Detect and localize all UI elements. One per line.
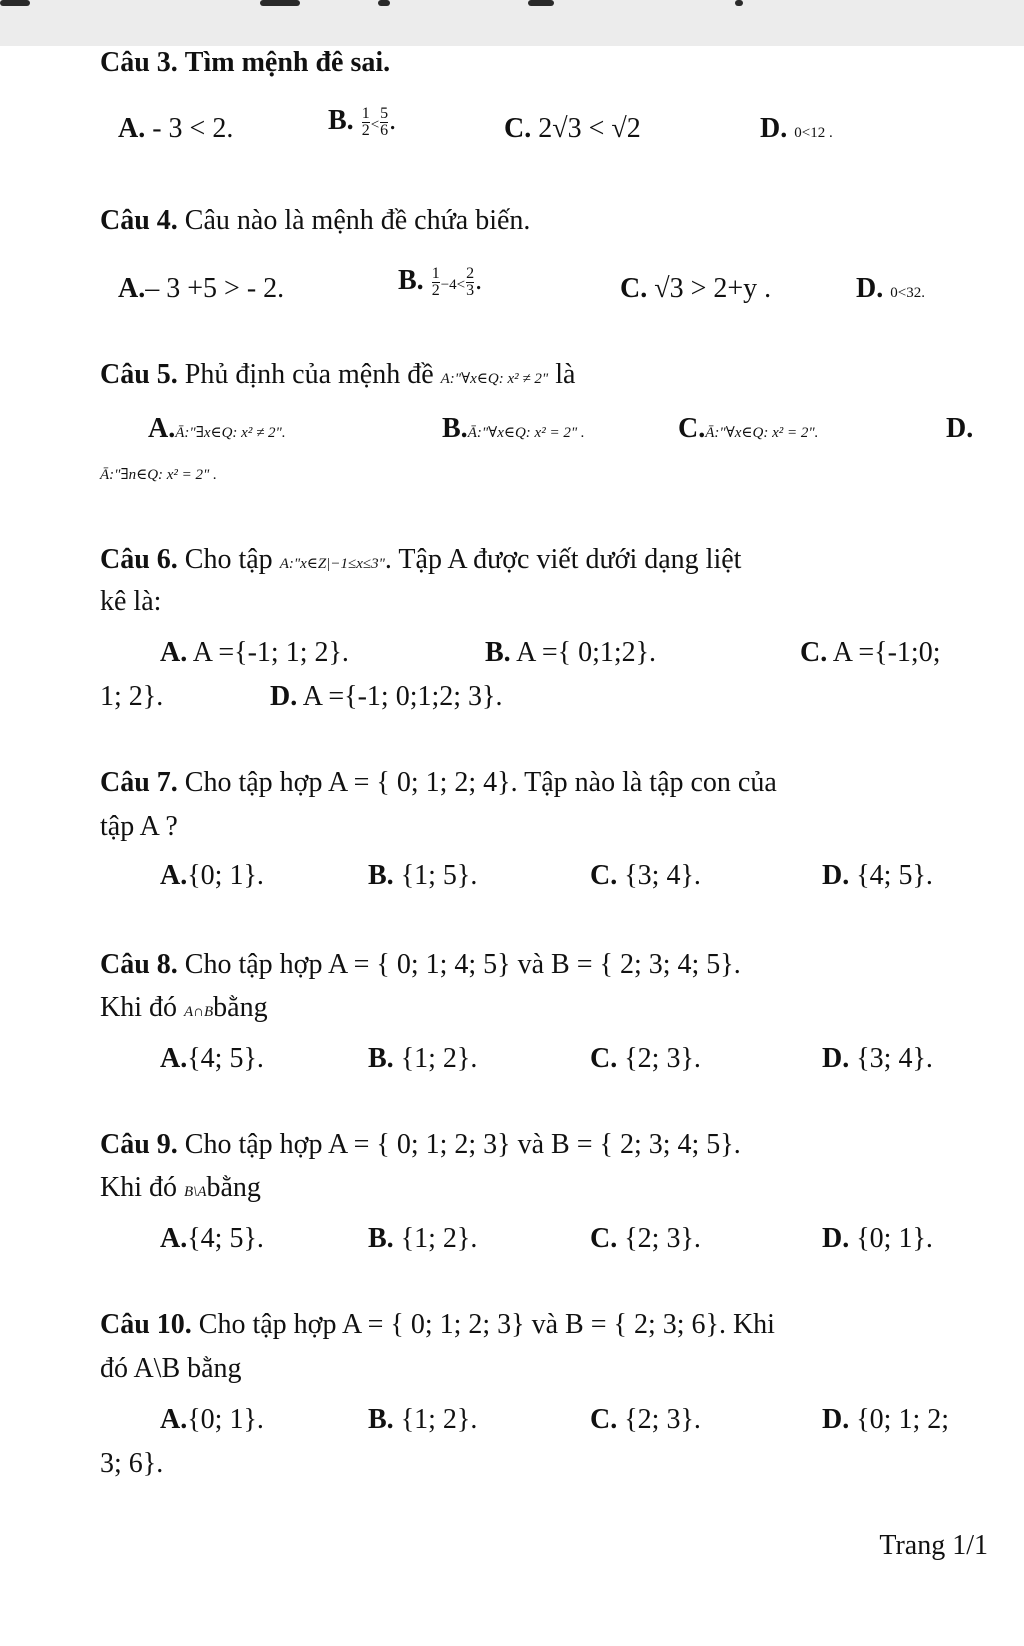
option-label: C. — [590, 1223, 618, 1254]
option-text: – 3 +5 > - 2. — [145, 273, 285, 304]
option-text: {2; 3}. — [624, 1223, 701, 1254]
option-label: C. — [620, 273, 648, 304]
question-5 — [100, 358, 575, 396]
option-d — [822, 1042, 933, 1076]
option-text: {4; 5}. — [187, 1043, 264, 1074]
set-expression: A∩B — [184, 1004, 214, 1020]
option-label: B. — [398, 265, 424, 296]
option-d — [946, 412, 973, 446]
option-a — [160, 1403, 264, 1437]
question-10 — [100, 1308, 775, 1342]
option-text: {2; 3}. — [624, 1404, 701, 1435]
option-label: A. — [160, 860, 188, 891]
option-label: A. — [160, 1404, 188, 1435]
question-text: đó A\B bằng — [100, 1353, 242, 1384]
question-title: Câu 7. — [100, 767, 178, 798]
fraction: $\frac{1}{2}$ — [361, 105, 370, 140]
option-c — [590, 1222, 701, 1256]
option-c — [620, 272, 771, 306]
option-c — [590, 859, 701, 893]
option-label: C. — [590, 860, 618, 891]
option-label: D. — [270, 681, 298, 712]
option-label: B. — [485, 637, 511, 668]
option-d — [760, 112, 833, 150]
option-label: D. — [760, 113, 788, 144]
option-label: C. — [800, 637, 828, 668]
option-c — [590, 1403, 701, 1437]
question-9-line2 — [100, 1171, 261, 1209]
option-text: {1; 5}. — [400, 860, 478, 891]
option-label: C. — [678, 413, 706, 444]
option-text: √3 > 2+y . — [654, 273, 772, 304]
question-text: tập A ? — [100, 811, 178, 842]
set-expression: B\A — [184, 1184, 207, 1200]
option-d — [822, 1222, 933, 1256]
option-text: A ={-1; 0;1;2; 3}. — [302, 681, 503, 712]
option-label: C. — [504, 113, 532, 144]
option-a — [160, 1222, 264, 1256]
fraction: $\frac{2}{3}$ — [466, 265, 475, 300]
question-text-end: bằng — [213, 992, 268, 1023]
option-b — [485, 636, 656, 670]
question-title: Câu 10. — [100, 1309, 192, 1340]
option-text: - 3 < 2. — [152, 113, 234, 144]
question-title: Câu 3. — [100, 47, 178, 78]
option-text: A ={-1; 1; 2}. — [192, 637, 349, 668]
option-label: D. — [856, 273, 884, 304]
option-d — [822, 859, 933, 893]
option-text: 2√3 < √2 — [538, 113, 641, 144]
option-b: B. $\frac{1}{2}$ −4< $\frac{2}{3}$ . — [398, 265, 483, 300]
page-number: Trang 1/1 — [879, 1530, 988, 1561]
option-a — [160, 636, 349, 670]
fraction: $\frac{5}{6}$ — [380, 105, 389, 140]
option-a — [118, 272, 284, 306]
question-title: Câu 4. — [100, 205, 178, 236]
option-b — [442, 412, 585, 450]
option-text: 0<32. — [890, 285, 925, 301]
question-text: Khi đó — [100, 1172, 177, 1203]
option-d — [270, 680, 503, 714]
option-c-cont — [100, 680, 163, 714]
option-text: 1; 2}. — [100, 681, 164, 712]
option-text: Ā:"∀x∈Q: x² = 2". — [705, 425, 819, 441]
option-label: B. — [442, 413, 468, 444]
option-label: D. — [822, 1223, 850, 1254]
option-label: D. — [822, 860, 850, 891]
question-3 — [100, 46, 390, 80]
option-a — [160, 859, 264, 893]
option-text: {3; 4}. — [624, 860, 701, 891]
option-text: {0; 1; 2; — [856, 1404, 950, 1435]
option-label: A. — [118, 113, 146, 144]
option-b — [368, 1222, 477, 1256]
question-text: Cho tập hợp A = { 0; 1; 4; 5} và B = { 2; 3; 4; 5}. — [184, 949, 741, 980]
option-label: C. — [590, 1043, 618, 1074]
option-text: {4; 5}. — [187, 1223, 264, 1254]
option-text: Ā:"∃n∈Q: x² = 2" . — [100, 467, 217, 483]
question-text: Tìm mệnh đê sai. — [184, 47, 391, 78]
question-9 — [100, 1128, 741, 1162]
option-text: {2; 3}. — [624, 1043, 701, 1074]
question-text: kê là: — [100, 586, 162, 617]
question-text-end: là — [555, 359, 576, 390]
question-6 — [100, 543, 741, 581]
question-text-end: . Tập A được viết dưới dạng liệt — [384, 544, 742, 575]
fraction: $\frac{1}{2}$ — [431, 265, 440, 300]
option-a — [118, 112, 233, 146]
option-label: D. — [946, 413, 974, 444]
option-text: 0<12 . — [794, 125, 833, 141]
question-text: Cho tập hợp A = { 0; 1; 2; 4}. Tập nào là tập con của — [184, 767, 777, 798]
option-c — [590, 1042, 701, 1076]
option-label: B. — [368, 860, 394, 891]
option-label: B. — [368, 1043, 394, 1074]
option-text: {0; 1}. — [187, 1404, 264, 1435]
option-c — [504, 112, 641, 146]
option-text: {1; 2}. — [400, 1404, 478, 1435]
question-title: Câu 8. — [100, 949, 178, 980]
question-text: Cho tập hợp A = { 0; 1; 2; 3} và B = { 2; 3; 4; 5}. — [184, 1129, 741, 1160]
option-label: D. — [822, 1043, 850, 1074]
option-a — [160, 1042, 264, 1076]
option-d — [856, 272, 925, 310]
question-10-line2 — [100, 1352, 242, 1386]
question-text: Phủ định của mệnh đề — [184, 359, 434, 390]
option-text: {1; 2}. — [400, 1223, 478, 1254]
option-text: {0; 1}. — [856, 1223, 933, 1254]
option-label: A. — [160, 1043, 188, 1074]
option-text: Ā:"∀x∈Q: x² = 2" . — [467, 425, 585, 441]
option-label: A. — [148, 413, 176, 444]
question-6-line2 — [100, 585, 161, 619]
option-d — [822, 1403, 949, 1437]
option-b — [368, 859, 477, 893]
question-8 — [100, 948, 741, 982]
option-text: {0; 1}. — [187, 860, 264, 891]
question-8-line2 — [100, 991, 268, 1029]
question-title: Câu 6. — [100, 544, 178, 575]
option-text: Ā:"∃x∈Q: x² ≠ 2". — [175, 425, 286, 441]
option-c — [678, 412, 818, 450]
option-label: D. — [822, 1404, 850, 1435]
set-formula: A:"x∈Z|−1≤x≤3" — [279, 556, 385, 572]
option-label: A. — [118, 273, 146, 304]
option-d-cont — [100, 1447, 163, 1481]
option-label: A. — [160, 1223, 188, 1254]
option-label: B. — [368, 1404, 394, 1435]
option-text: A ={ 0;1;2}. — [516, 637, 657, 668]
question-text: Cho tập — [184, 544, 273, 575]
option-c — [800, 636, 941, 670]
option-b: B. $\frac{1}{2}$ < $\frac{5}{6}$ . — [328, 105, 397, 140]
option-text: {4; 5}. — [856, 860, 933, 891]
question-text: Cho tập hợp A = { 0; 1; 2; 3} và B = { 2; 3; 6}. Khi — [198, 1309, 775, 1340]
option-label: C. — [590, 1404, 618, 1435]
question-text: Câu nào là mệnh đề chứa biến. — [184, 205, 531, 236]
option-d-text — [100, 454, 217, 492]
option-text: {1; 2}. — [400, 1043, 478, 1074]
question-title: Câu 5. — [100, 359, 178, 390]
question-4 — [100, 204, 530, 238]
option-text: 3; 6}. — [100, 1448, 164, 1479]
option-b — [368, 1042, 477, 1076]
option-text: {3; 4}. — [856, 1043, 933, 1074]
question-7-line2 — [100, 810, 178, 844]
statement-formula: A:"∀x∈Q: x² ≠ 2" — [440, 371, 549, 387]
question-text: Khi đó — [100, 992, 177, 1023]
option-label: B. — [368, 1223, 394, 1254]
question-7 — [100, 766, 777, 800]
option-label: B. — [328, 105, 354, 136]
question-title: Câu 9. — [100, 1129, 178, 1160]
question-text-end: bằng — [206, 1172, 261, 1203]
option-text: A ={-1;0; — [832, 637, 941, 668]
option-label: A. — [160, 637, 188, 668]
option-b — [368, 1403, 477, 1437]
option-a — [148, 412, 286, 450]
